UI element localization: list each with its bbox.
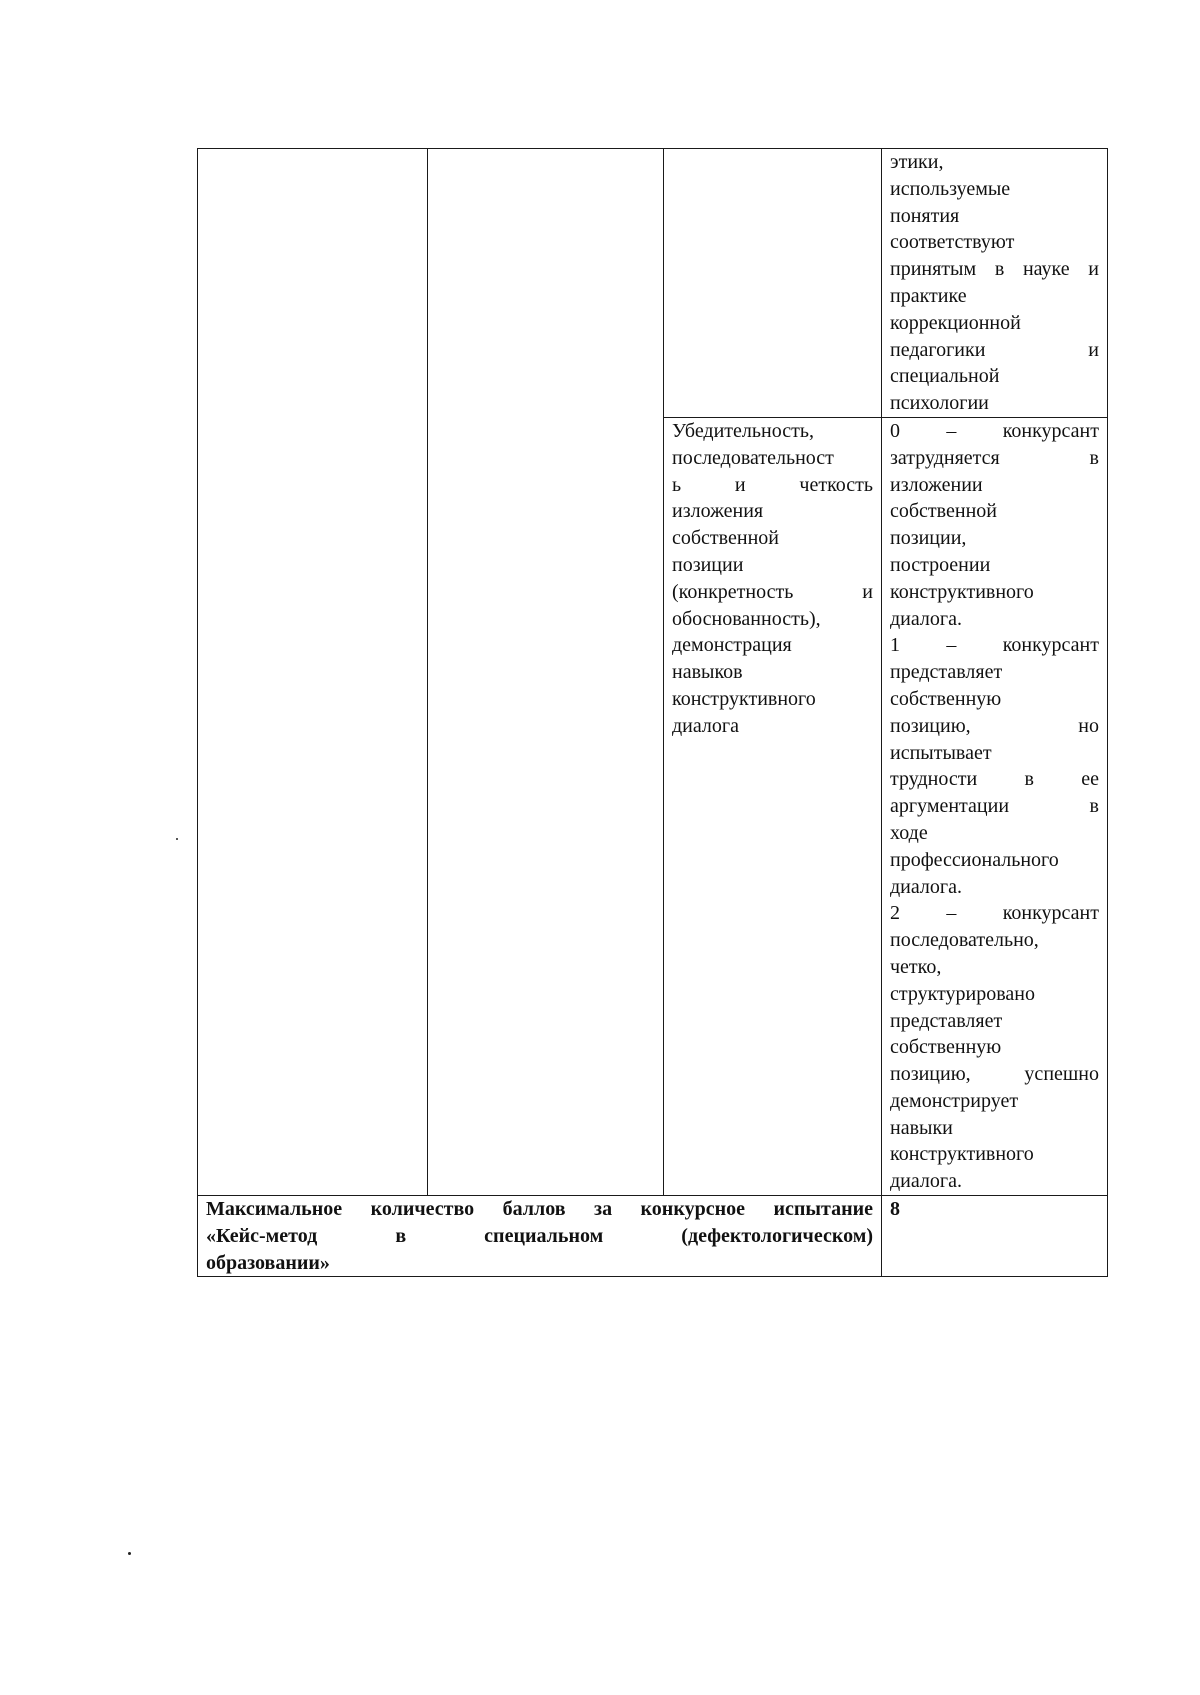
- cell-line: педагогики и: [890, 338, 1099, 361]
- cell-line: диалога.: [890, 1170, 962, 1193]
- cell-line: 0 – конкурсант: [890, 419, 1099, 442]
- cell-line: ь и четкость: [672, 473, 873, 496]
- cell-line: диалога.: [890, 875, 962, 898]
- total-score-value: 8: [890, 1198, 900, 1221]
- cell-line: испытывает: [890, 741, 992, 764]
- total-value-cell: [882, 1196, 1108, 1277]
- cell-line: собственную: [890, 687, 1002, 710]
- total-label-line: Максимальное количество баллов за конкурсное испытание: [206, 1198, 873, 1221]
- cell-line: позицию, успешно: [890, 1063, 1099, 1086]
- cell-line: навыки: [890, 1116, 953, 1139]
- cell-line: демонстрация: [672, 634, 792, 657]
- cell-line: позицию, но: [890, 714, 1099, 737]
- cell-line: принятым в науке и: [890, 258, 1099, 281]
- cell-line: изложении: [890, 473, 983, 496]
- total-label-line: образовании»: [206, 1251, 330, 1274]
- cell-line: понятия: [890, 204, 960, 227]
- cell-line: 1 – конкурсант: [890, 634, 1099, 657]
- cell-line: затрудняется в: [890, 446, 1099, 469]
- cell-line: позиции,: [890, 527, 967, 550]
- cell-line: четко,: [890, 955, 942, 978]
- cell-line: представляет: [890, 661, 1003, 684]
- cell-line: конструктивного: [672, 687, 816, 710]
- cell-line: специальной: [890, 365, 1000, 388]
- total-row: [198, 1196, 1108, 1277]
- cell-line: конструктивного: [890, 1143, 1034, 1166]
- cell-line: используемые: [890, 177, 1011, 200]
- scoring-cell: [882, 417, 1108, 1195]
- continuation-scoring-cell: [882, 149, 1108, 418]
- cell-line: последовательност: [672, 446, 834, 469]
- cell-line: позиции: [672, 553, 744, 576]
- total-label-cell: [198, 1196, 882, 1277]
- cell-line: (конкретность и: [672, 580, 873, 603]
- cell-line: Убедительность,: [672, 419, 814, 442]
- cell-line: профессионального: [890, 848, 1059, 871]
- cell-line: ходе: [890, 821, 928, 844]
- cell-line: последовательно,: [890, 929, 1039, 952]
- empty-indicator-cell: [664, 149, 882, 418]
- cell-line: психологии: [890, 392, 989, 415]
- table-row: [198, 149, 1108, 418]
- cell-line: собственную: [890, 1036, 1002, 1059]
- scan-speck: [176, 838, 178, 840]
- empty-description-cell: [428, 149, 664, 1196]
- cell-line: собственной: [890, 500, 997, 523]
- criteria-table: [197, 148, 1108, 1277]
- cell-line: конструктивного: [890, 580, 1034, 603]
- cell-line: диалога.: [890, 607, 962, 630]
- cell-line: диалога: [672, 714, 739, 737]
- cell-line: обоснованность),: [672, 607, 821, 630]
- cell-line: соответствуют: [890, 231, 1015, 254]
- scan-speck: [128, 1552, 131, 1555]
- cell-line: представляет: [890, 1009, 1003, 1032]
- cell-line: демонстрирует: [890, 1089, 1019, 1112]
- cell-line: этики,: [890, 151, 944, 173]
- cell-line: практике: [890, 284, 967, 307]
- cell-line: собственной: [672, 527, 779, 550]
- cell-line: построении: [890, 553, 991, 576]
- cell-line: коррекционной: [890, 311, 1021, 334]
- total-label-line: «Кейс-метод в специальном (дефектологическом): [206, 1224, 873, 1247]
- cell-line: аргументации в: [890, 795, 1099, 818]
- empty-criterion-cell: [198, 149, 428, 1196]
- indicator-cell: [664, 417, 882, 1195]
- cell-line: изложения: [672, 500, 764, 523]
- cell-line: 2 – конкурсант: [890, 902, 1099, 925]
- cell-line: трудности в ее: [890, 768, 1099, 791]
- cell-line: навыков: [672, 661, 743, 684]
- cell-line: структурировано: [890, 982, 1035, 1005]
